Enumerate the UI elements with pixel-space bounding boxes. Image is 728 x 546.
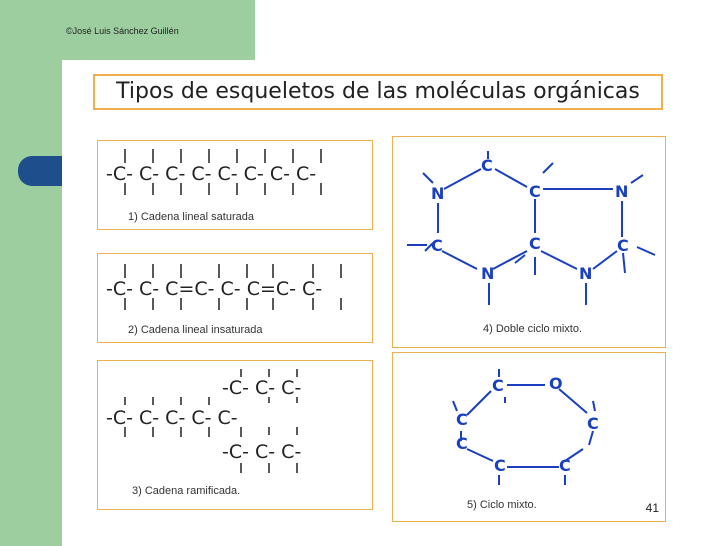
caption-5: 5) Ciclo mixto. bbox=[467, 499, 537, 511]
ring5-atom-c-left-top: C bbox=[456, 410, 468, 429]
panel-double-ring bbox=[392, 136, 666, 348]
branch-top-text: -C- C- C- bbox=[222, 377, 302, 399]
caption-4: 4) Doble ciclo mixto. bbox=[483, 323, 583, 335]
ring4-atom-c-mid: C bbox=[529, 182, 541, 201]
branch-bottom-text: -C- C- C- bbox=[222, 441, 302, 463]
ring4-atom-n-bottom: N bbox=[481, 264, 495, 283]
ring4-atom-c-top: C bbox=[481, 156, 493, 175]
ring5-atom-c-right: C bbox=[587, 414, 599, 433]
ring5-atom-c-left-bottom: C bbox=[456, 434, 468, 453]
panel-linear-unsaturated bbox=[97, 253, 373, 343]
title-box bbox=[93, 74, 663, 110]
ring4-atom-c-center: C bbox=[529, 234, 541, 253]
ring4-atom-c-left: C bbox=[431, 236, 443, 255]
ring5-atom-c-bottom-right: C bbox=[559, 456, 571, 475]
ring5-atom-c-bottom-left: C bbox=[494, 456, 506, 475]
ring4-atom-c-right: C bbox=[617, 236, 629, 255]
page-number: 41 bbox=[645, 501, 659, 515]
caption-2: 2) Cadena lineal insaturada bbox=[128, 324, 263, 336]
caption-3: 3) Cadena ramificada. bbox=[132, 485, 241, 497]
caption-1: 1) Cadena lineal saturada bbox=[128, 211, 254, 223]
ring4-atom-n-bottom-right: N bbox=[579, 264, 593, 283]
ring4-atom-n-right: N bbox=[615, 182, 629, 201]
chain-text-1: -C- C- C- C- C- C- C- C- bbox=[106, 163, 317, 185]
double-ring-drawing bbox=[393, 137, 665, 347]
mixed-ring-drawing bbox=[393, 353, 665, 521]
copyright-text: ©José Luis Sánchez Guillén bbox=[66, 26, 179, 36]
ring4-atom-n-left: N bbox=[431, 184, 445, 203]
branch-main-text: -C- C- C- C- C- bbox=[106, 407, 238, 429]
panel-branched bbox=[97, 360, 373, 510]
slide-title: Tipos de esqueletos de las moléculas orgánicas bbox=[116, 79, 640, 104]
chain-text-2: -C- C- C=C- C- C=C- C- bbox=[106, 278, 323, 300]
panel-linear-saturated bbox=[97, 140, 373, 230]
ring5-atom-o: O bbox=[549, 374, 563, 393]
panel-mixed-ring bbox=[392, 352, 666, 522]
ring5-atom-c-top: C bbox=[492, 376, 504, 395]
